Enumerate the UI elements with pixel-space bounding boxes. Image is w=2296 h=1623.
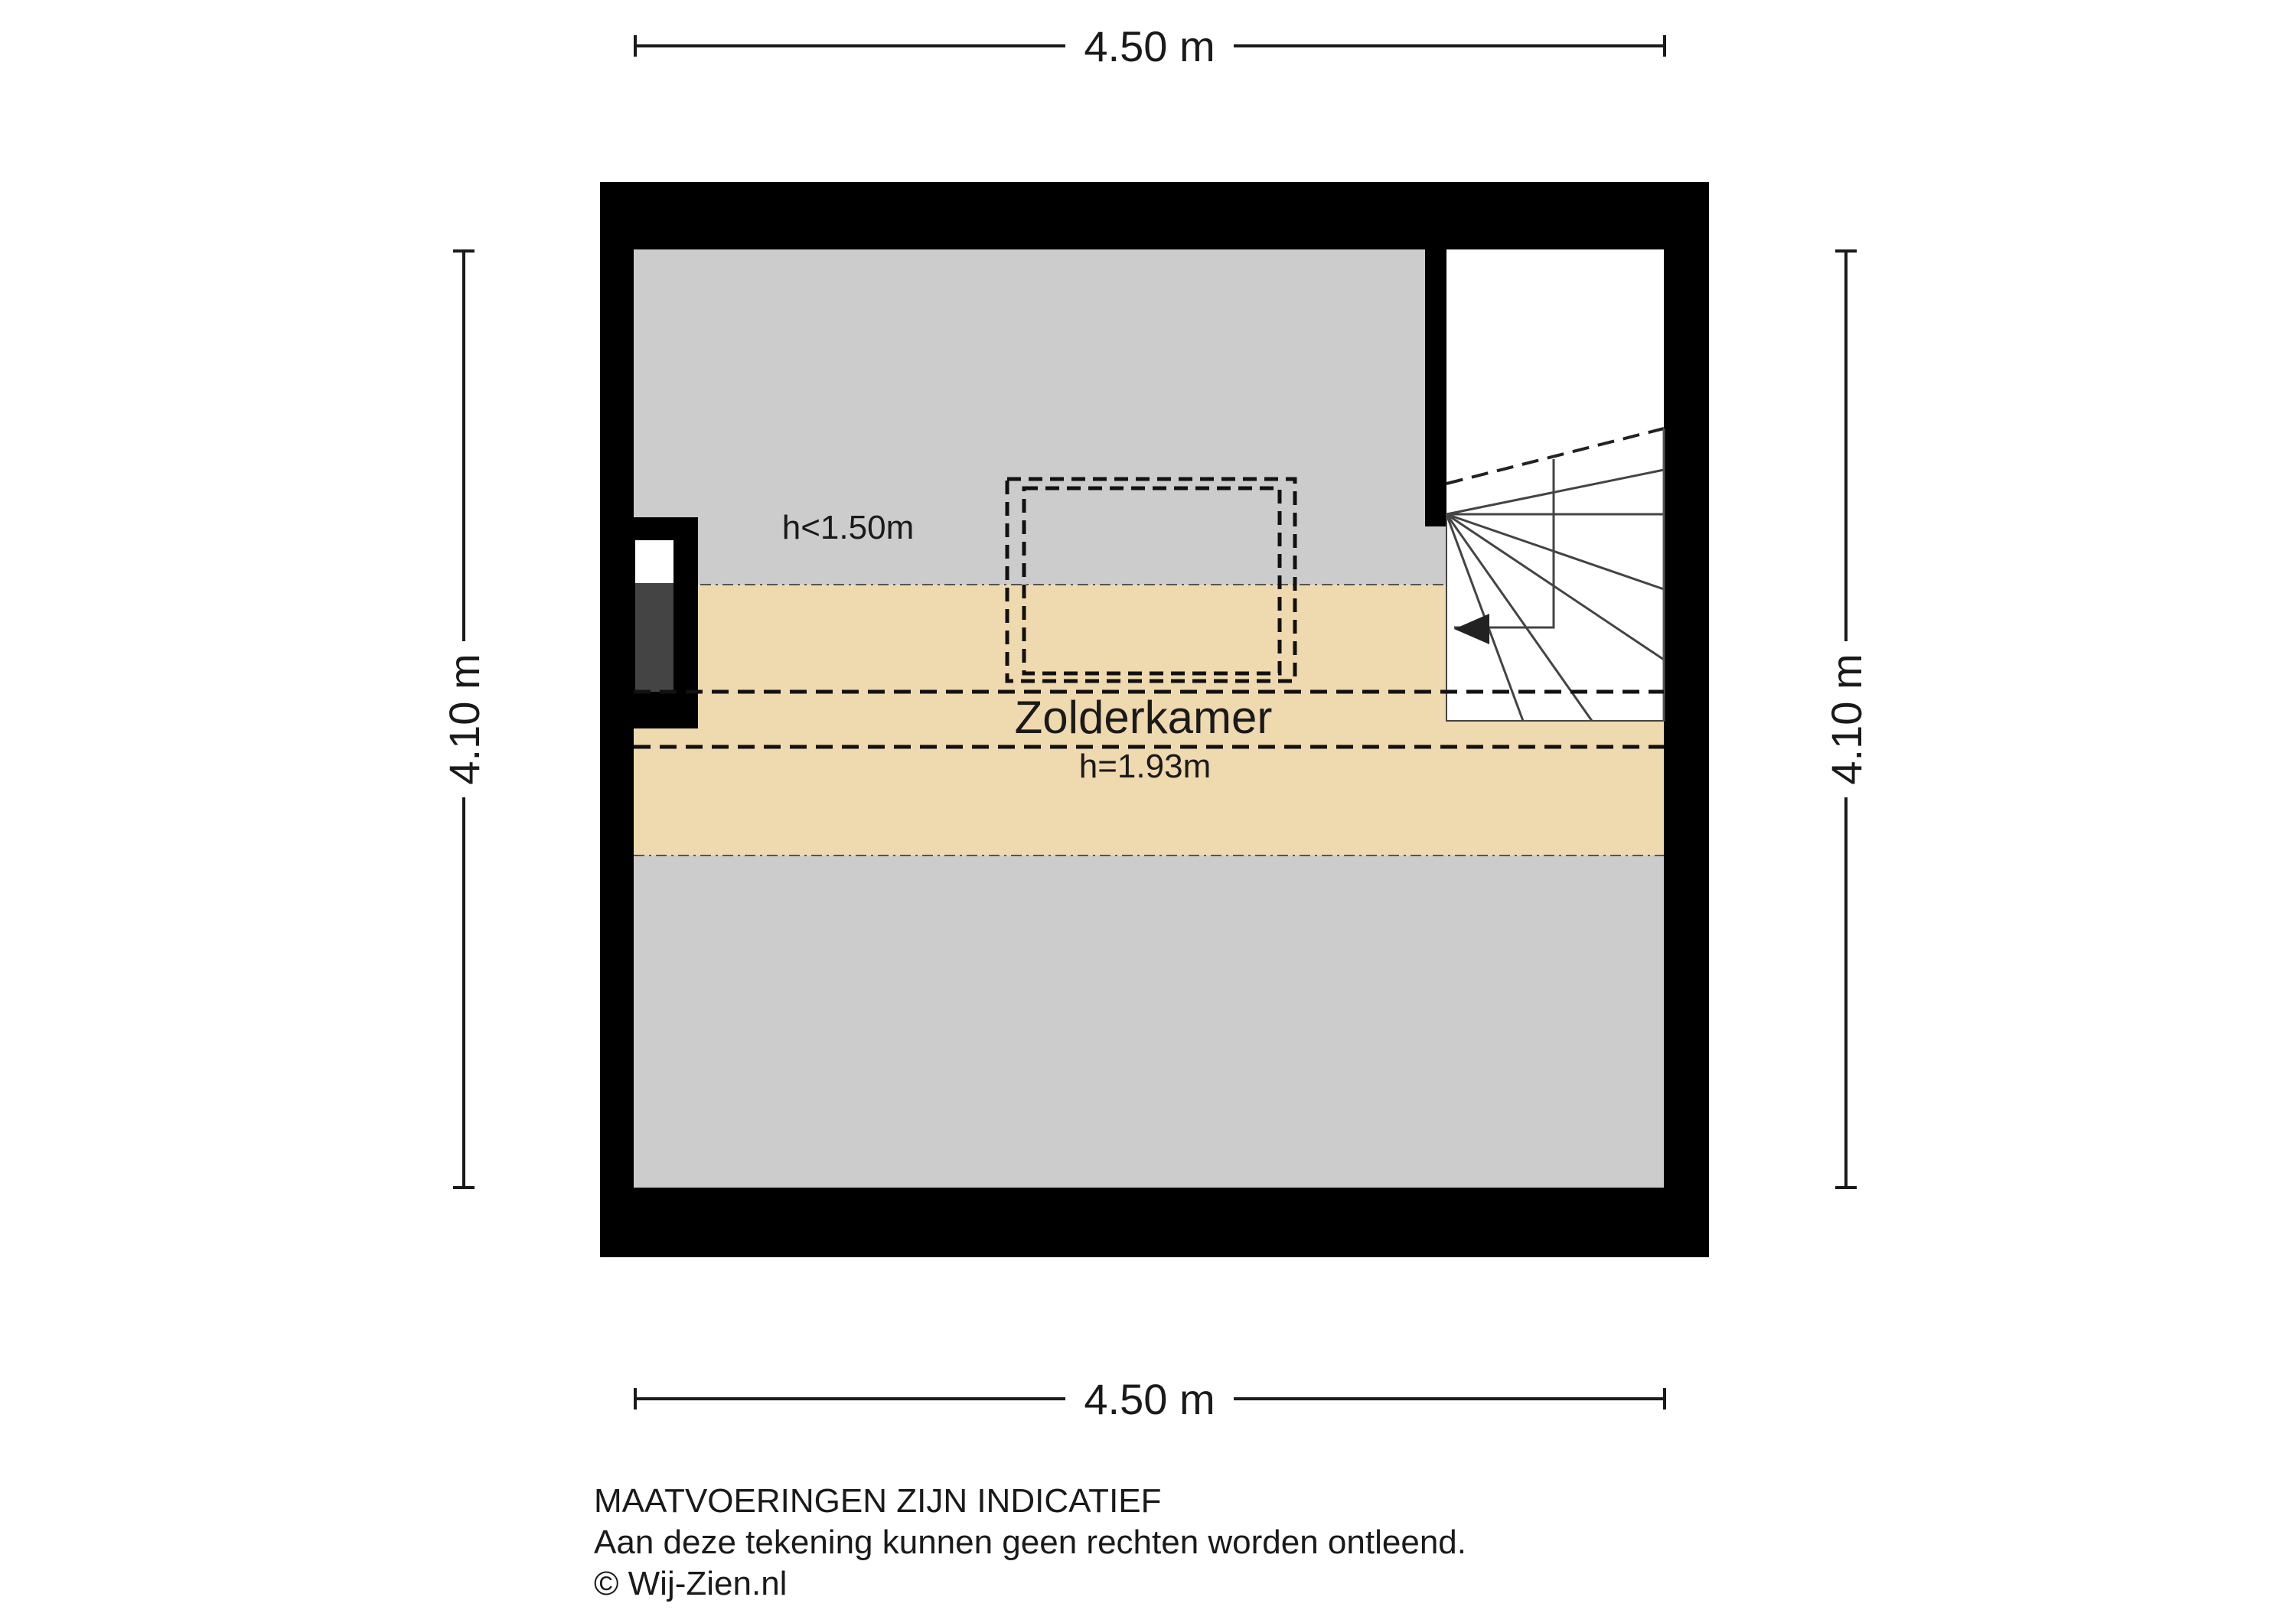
room-height-low: h<1.50m: [781, 509, 915, 546]
stair-wall: [1425, 249, 1446, 526]
chimney-inner-light: [635, 540, 673, 583]
dimension-left-label: 4.10 m: [440, 653, 488, 785]
dimension-bottom-label: 4.50 m: [1084, 1375, 1215, 1423]
disclaimer-title: MAATVOERINGEN ZIJN INDICATIEF: [594, 1482, 1162, 1520]
stair-opening: [1446, 249, 1664, 721]
disclaimer-text: Aan deze tekening kunnen geen rechten worden ontleend.: [594, 1524, 1466, 1561]
room-height-full: h=1.93m: [1078, 748, 1212, 785]
dimension-top-label: 4.50 m: [1084, 22, 1215, 70]
copyright-text: © Wij-Zien.nl: [594, 1565, 788, 1602]
chimney-inner-dark: [635, 583, 673, 692]
room-name: Zolderkamer: [1014, 692, 1273, 743]
dimension-right-label: 4.10 m: [1822, 653, 1870, 785]
